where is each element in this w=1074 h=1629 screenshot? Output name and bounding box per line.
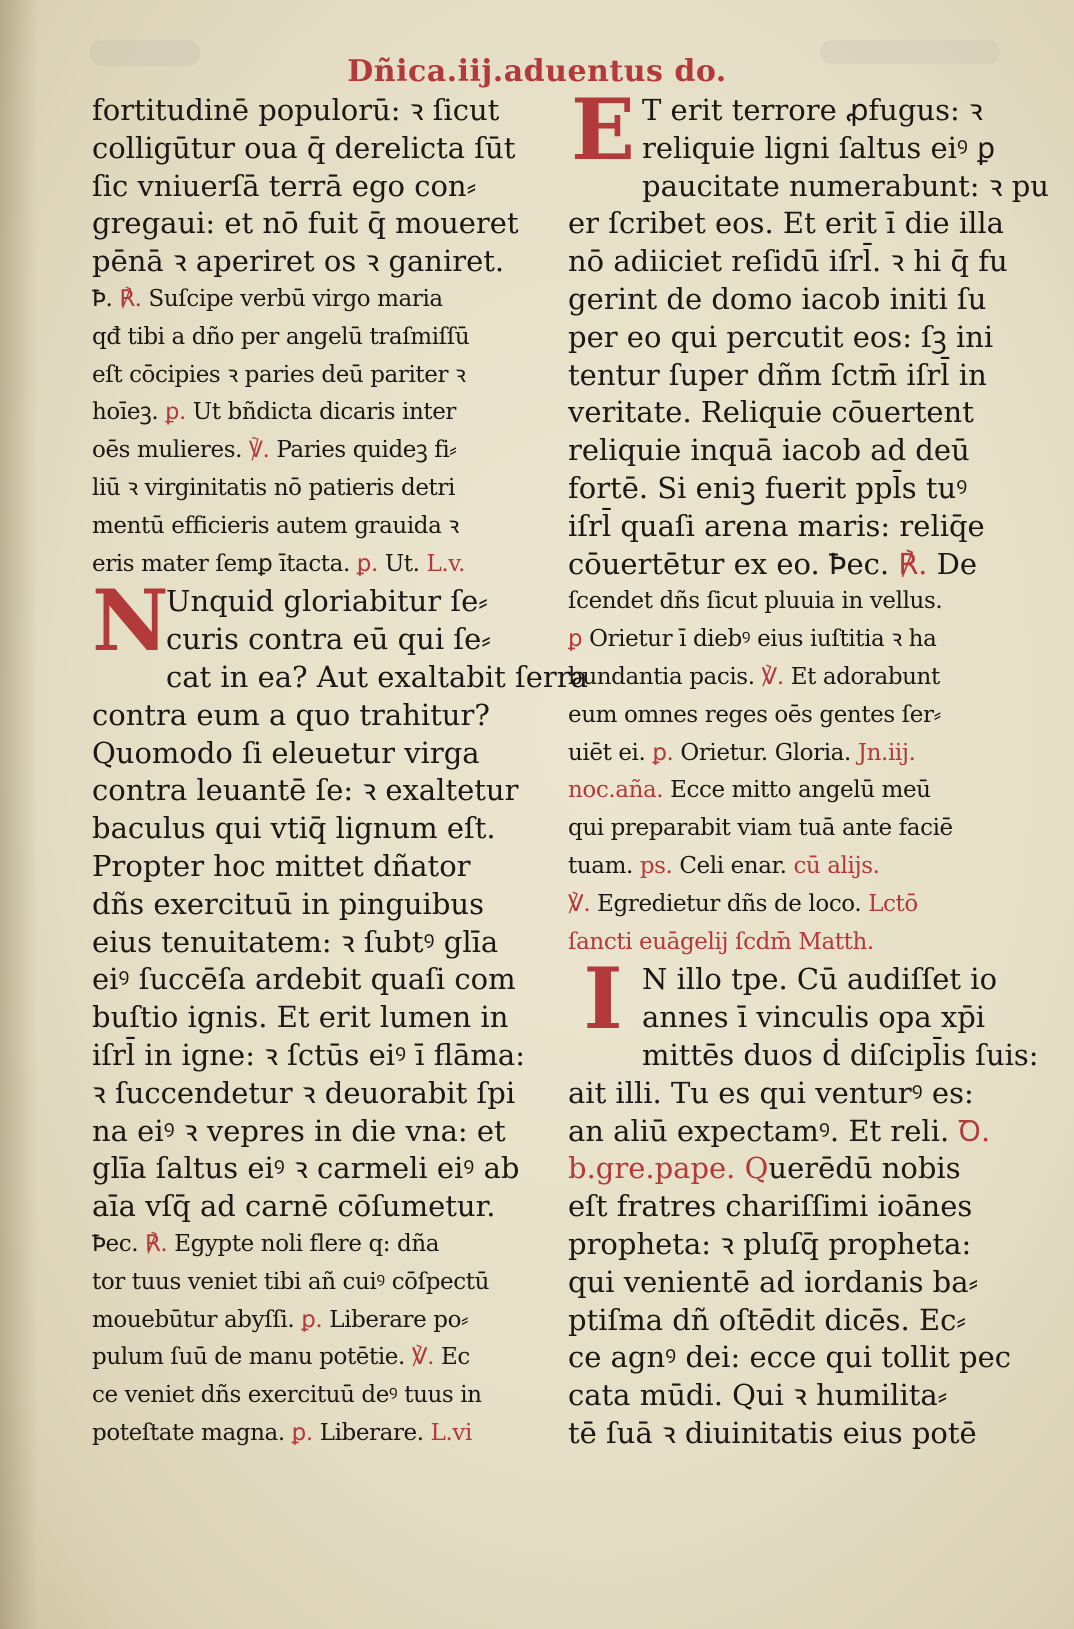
text-line bbox=[568, 886, 1018, 924]
line-text: Quomodo ſi eleuetur virga bbox=[92, 735, 480, 770]
line-text: ſic vniuerſā terrā ego con⸗ bbox=[92, 168, 477, 203]
text-line bbox=[568, 1226, 1018, 1264]
line-text: Paries quideꝫ fi⸗ bbox=[269, 437, 457, 464]
line-text: N illo tpe. Cū audiſſet io bbox=[642, 962, 998, 997]
text-line bbox=[92, 1415, 542, 1453]
line-text: reliquie ligni ſaltus eiꝰ ꝑ bbox=[642, 130, 996, 165]
text-line bbox=[92, 394, 542, 432]
rubric-text: ℟. bbox=[898, 546, 928, 581]
text-line bbox=[92, 281, 542, 319]
text-line bbox=[568, 1113, 1018, 1151]
line-text: fortē. Si eniꝫ fuerit ppl̄s tuꝰ bbox=[568, 470, 968, 505]
line-text: eiꝰ ſuccēſa ardebit quaſi com bbox=[92, 962, 516, 997]
line-text: cōuertētur ex eo. Ꝥec. bbox=[568, 546, 899, 581]
line-text: pulum ſuū de manu potētie. bbox=[92, 1344, 412, 1371]
text-line bbox=[92, 1113, 542, 1151]
text-line bbox=[568, 432, 1018, 470]
line-text: qui preparabit viam tuā ante faciē bbox=[568, 815, 953, 842]
text-line bbox=[92, 1302, 542, 1340]
line-text: Ut bñdicta dicaris inter bbox=[185, 399, 457, 426]
text-line bbox=[92, 319, 542, 357]
line-text: buſtio ignis. Et erit lumen in bbox=[92, 1000, 509, 1035]
left-column bbox=[92, 92, 588, 1453]
text-line bbox=[568, 394, 1018, 432]
text-line bbox=[92, 508, 542, 546]
text-line bbox=[92, 1188, 542, 1226]
running-head: Dñica.iij.aduentus do. bbox=[347, 54, 727, 89]
line-text: qđ tibi a dño per angelū traſmiſſū bbox=[92, 323, 470, 350]
line-text: nō adiiciet reſidū iſrl̄. ꝛ hi q̄ fu bbox=[568, 244, 1008, 279]
text-line bbox=[92, 92, 542, 130]
rubric-text: ℣. bbox=[761, 663, 784, 690]
line-text: glīa ſaltus eiꝰ ꝛ carmeli eiꝰ ab bbox=[92, 1151, 520, 1186]
rubric-text: ꝑ. bbox=[291, 1419, 313, 1446]
text-line bbox=[92, 886, 542, 924]
rubric-text: noc.aña. bbox=[568, 777, 664, 804]
text-line bbox=[568, 697, 1018, 735]
text-line bbox=[92, 130, 542, 168]
rubric-text: Ꝺ. bbox=[958, 1113, 991, 1148]
rubric-text: Jn.iij. bbox=[857, 739, 916, 766]
drop-initial: E bbox=[570, 80, 636, 179]
rubric-text: Lctō bbox=[868, 890, 918, 917]
rubric-text: ℟. bbox=[145, 1230, 168, 1257]
line-text: tor tuus veniet tibi añ cuiꝰ cōſpectū bbox=[92, 1268, 490, 1295]
rubric-text: ℣. bbox=[248, 437, 270, 464]
text-line bbox=[92, 1339, 542, 1377]
rubric-text: ꝑ. bbox=[652, 739, 674, 766]
line-text: ait illi. Tu es qui venturꝰ es: bbox=[568, 1075, 974, 1110]
line-text: er ſcribet eos. Et erit ī die illa bbox=[568, 206, 1004, 241]
line-text: oēs mulieres. bbox=[92, 437, 249, 464]
line-text: De bbox=[927, 546, 978, 581]
text-line bbox=[92, 1150, 542, 1188]
rubric-text: L.v. bbox=[426, 550, 466, 577]
line-text: eſt fratres chariſſimi ioānes bbox=[568, 1189, 973, 1224]
text-line bbox=[568, 621, 1018, 659]
line-text: ce veniet dñs exercituū deꝰ tuus in bbox=[92, 1382, 482, 1409]
line-text: Ꝥ. bbox=[92, 285, 120, 312]
line-text: Orietur. Gloria. bbox=[673, 739, 858, 766]
line-text: eius tenuitatem: ꝛ ſubtꝰ glīa bbox=[92, 924, 499, 959]
line-text: reliquie inquā iacob ad deū bbox=[568, 433, 970, 468]
text-line bbox=[92, 243, 542, 281]
line-text: liū ꝛ virginitatis nō patieris detri bbox=[92, 474, 455, 501]
text-line bbox=[568, 546, 1018, 584]
line-text: ptiſma dñ oſtēdit dicēs. Ec⸗ bbox=[568, 1302, 967, 1337]
drop-initial: I bbox=[583, 949, 623, 1049]
text-line bbox=[92, 697, 542, 735]
text-line bbox=[92, 470, 542, 508]
line-text: Ec bbox=[434, 1344, 470, 1371]
line-text: Orietur ī diebꝰ eius iuſtitia ꝛ ha bbox=[582, 626, 937, 653]
line-text: Egypte noli flere q: dña bbox=[167, 1230, 440, 1257]
line-text: annes ī vinculis opa xp̄i bbox=[642, 1000, 986, 1035]
line-text: na eiꝰ ꝛ vepres in die vna: et bbox=[92, 1113, 506, 1148]
text-line bbox=[568, 1264, 1018, 1302]
line-text: eſt cōcipies ꝛ paries deū pariter ꝛ bbox=[92, 361, 466, 388]
line-text: gregaui: et nō fuit q̄ moueret bbox=[92, 206, 519, 241]
drop-initial: N bbox=[92, 571, 169, 671]
line-text: ꝛ ſuccendetur ꝛ deuorabit ſpi bbox=[92, 1075, 516, 1110]
text-line bbox=[568, 1150, 1018, 1188]
line-text: curis contra eū qui ſe⸗ bbox=[166, 622, 491, 657]
rubric-text: ps. bbox=[639, 852, 673, 879]
text-line bbox=[92, 810, 542, 848]
text-line bbox=[92, 1377, 542, 1415]
line-text: uerēdū nobis bbox=[768, 1151, 961, 1186]
line-text: qui venientē ad iordanis ba⸗ bbox=[568, 1264, 979, 1299]
line-text: an aliū expectamꝰ. Et reli. bbox=[568, 1113, 959, 1148]
rubric-text: ſancti euāgelij ſcdm̄ Matth. bbox=[568, 928, 874, 955]
line-text: contra leuantē ſe: ꝛ exaltetur bbox=[92, 773, 519, 808]
text-line bbox=[568, 1075, 1018, 1113]
line-text: paucitate numerabunt: ꝛ pu bbox=[642, 168, 1049, 203]
line-text bbox=[735, 1151, 744, 1185]
rubric-text: ℟. bbox=[119, 285, 142, 312]
text-line bbox=[92, 357, 542, 395]
line-text: Liberare. bbox=[312, 1419, 431, 1446]
text-line bbox=[92, 1264, 542, 1302]
line-text: fortitudinē populorū: ꝛ ſicut bbox=[92, 93, 500, 127]
text-line bbox=[568, 1302, 1018, 1340]
line-text: ce agnꝰ dei: ecce qui tollit pec bbox=[568, 1340, 1011, 1375]
text-line bbox=[568, 1188, 1018, 1226]
line-text: mentū efficieris autem grauida ꝛ bbox=[92, 512, 459, 539]
line-text: cata mūdi. Qui ꝛ humilita⸗ bbox=[568, 1378, 948, 1413]
line-text: uiēt ei. bbox=[568, 739, 653, 766]
text-line bbox=[568, 583, 1018, 621]
text-line bbox=[92, 999, 542, 1037]
text-line bbox=[92, 961, 542, 999]
text-line bbox=[92, 1226, 542, 1264]
line-text: propheta: ꝛ pluſq̄ propheta: bbox=[568, 1226, 972, 1261]
line-text: T erit terrore ꝓfugus: ꝛ bbox=[642, 93, 983, 127]
text-line bbox=[568, 659, 1018, 697]
text-line bbox=[568, 205, 1018, 243]
rubric-text: ꝑ. bbox=[356, 550, 378, 577]
line-text: Ut. bbox=[377, 550, 427, 577]
line-text: Celi enar. bbox=[672, 852, 794, 879]
line-text: tentur ſuper dñm ſctm̄ iſrl̄ in bbox=[568, 357, 987, 392]
line-text: bundantia pacis. bbox=[568, 663, 762, 690]
line-text: mittēs duos ḋ diſcipl̄is ſuis: bbox=[642, 1037, 1039, 1072]
rubric-text: L.vi bbox=[430, 1419, 472, 1446]
line-text: mouebūtur abyſſi. bbox=[92, 1306, 302, 1333]
text-line bbox=[568, 1415, 1018, 1453]
text-line bbox=[568, 1377, 1018, 1415]
rubric-text: ℣. bbox=[568, 890, 591, 917]
line-text: poteſtate magna. bbox=[92, 1419, 292, 1446]
line-text: eum omnes reges oēs gentes ſer⸗ bbox=[568, 701, 941, 728]
text-line bbox=[568, 1037, 1039, 1075]
text-line bbox=[92, 735, 542, 773]
text-line bbox=[568, 357, 1018, 395]
text-line bbox=[568, 772, 1018, 810]
text-line bbox=[92, 772, 542, 810]
rubric-text: Q bbox=[744, 1151, 769, 1186]
text-line bbox=[568, 924, 1018, 962]
text-line bbox=[92, 205, 542, 243]
line-text: pēnā ꝛ aperiret os ꝛ ganiret. bbox=[92, 244, 505, 279]
line-text: ſcendet dñs ſicut pluuia in vellus. bbox=[568, 588, 943, 615]
text-line bbox=[568, 508, 1018, 546]
line-text: cat in ea? Aut exaltabit ſerra bbox=[166, 659, 588, 694]
rubric-text: ℣. bbox=[411, 1344, 435, 1371]
line-text: gerint de domo iacob initi ſu bbox=[568, 281, 987, 316]
text-line bbox=[568, 470, 1018, 508]
line-text: eris mater ſemꝑ ītacta. bbox=[92, 550, 357, 577]
line-text: Unquid gloriabitur ſe⸗ bbox=[166, 584, 488, 619]
line-text: colligūtur oua q̄ derelicta ſūt bbox=[92, 130, 516, 165]
text-line bbox=[568, 1339, 1018, 1377]
line-text: contra eum a quo trahitur? bbox=[92, 697, 490, 732]
line-text: dñs exercituū in pinguibus bbox=[92, 886, 484, 921]
line-text: Propter hoc mittet dñator bbox=[92, 848, 471, 883]
line-text: Et adorabunt bbox=[783, 663, 940, 690]
line-text: Suſcipe verbū virgo maria bbox=[141, 285, 443, 312]
text-line bbox=[568, 243, 1018, 281]
line-text: iſrl̄ quaſi arena maris: reliq̄e bbox=[568, 508, 985, 543]
rubric-text: cū alijs. bbox=[793, 852, 880, 879]
text-line bbox=[568, 848, 1018, 886]
text-line bbox=[92, 1075, 542, 1113]
text-line bbox=[92, 924, 542, 962]
line-text: tuam. bbox=[568, 852, 640, 879]
text-line bbox=[92, 848, 542, 886]
text-line bbox=[568, 168, 1049, 206]
text-line bbox=[92, 1037, 542, 1075]
text-line bbox=[568, 810, 1018, 848]
text-line bbox=[568, 281, 1018, 319]
rubric-text: b.gre.pape. bbox=[568, 1151, 736, 1186]
line-text: tē ſuā ꝛ diuinitatis eius potē bbox=[568, 1415, 977, 1450]
line-text: Liberare po⸗ bbox=[322, 1306, 469, 1333]
text-line bbox=[92, 546, 542, 584]
line-text: Ꝥec. bbox=[92, 1230, 146, 1257]
line-text: Egredietur dñs de loco. bbox=[590, 890, 869, 917]
rubric-text: ꝑ bbox=[568, 626, 583, 653]
text-line bbox=[568, 319, 1018, 357]
text-line bbox=[92, 168, 542, 206]
line-text: hoīeꝫ. bbox=[92, 399, 166, 426]
rubric-text: ꝑ. bbox=[301, 1306, 323, 1333]
line-text: baculus qui vtiq̄ lignum eſt. bbox=[92, 811, 496, 846]
line-text: per eo qui percutit eos: ſꝫ ini bbox=[568, 319, 994, 354]
text-line bbox=[92, 432, 542, 470]
rubric-text: ꝑ. bbox=[165, 399, 186, 426]
line-text: aīa vſq̄ ad carnē cōſumetur. bbox=[92, 1189, 496, 1224]
line-text: veritate. Reliquie cōuertent bbox=[568, 395, 974, 430]
text-line bbox=[568, 735, 1018, 773]
line-text: Ecce mitto angelū meū bbox=[663, 777, 931, 804]
line-text: iſrl̄ in igne: ꝛ ſctūs eiꝰ ī flāma: bbox=[92, 1037, 525, 1072]
right-column bbox=[568, 80, 1049, 1453]
